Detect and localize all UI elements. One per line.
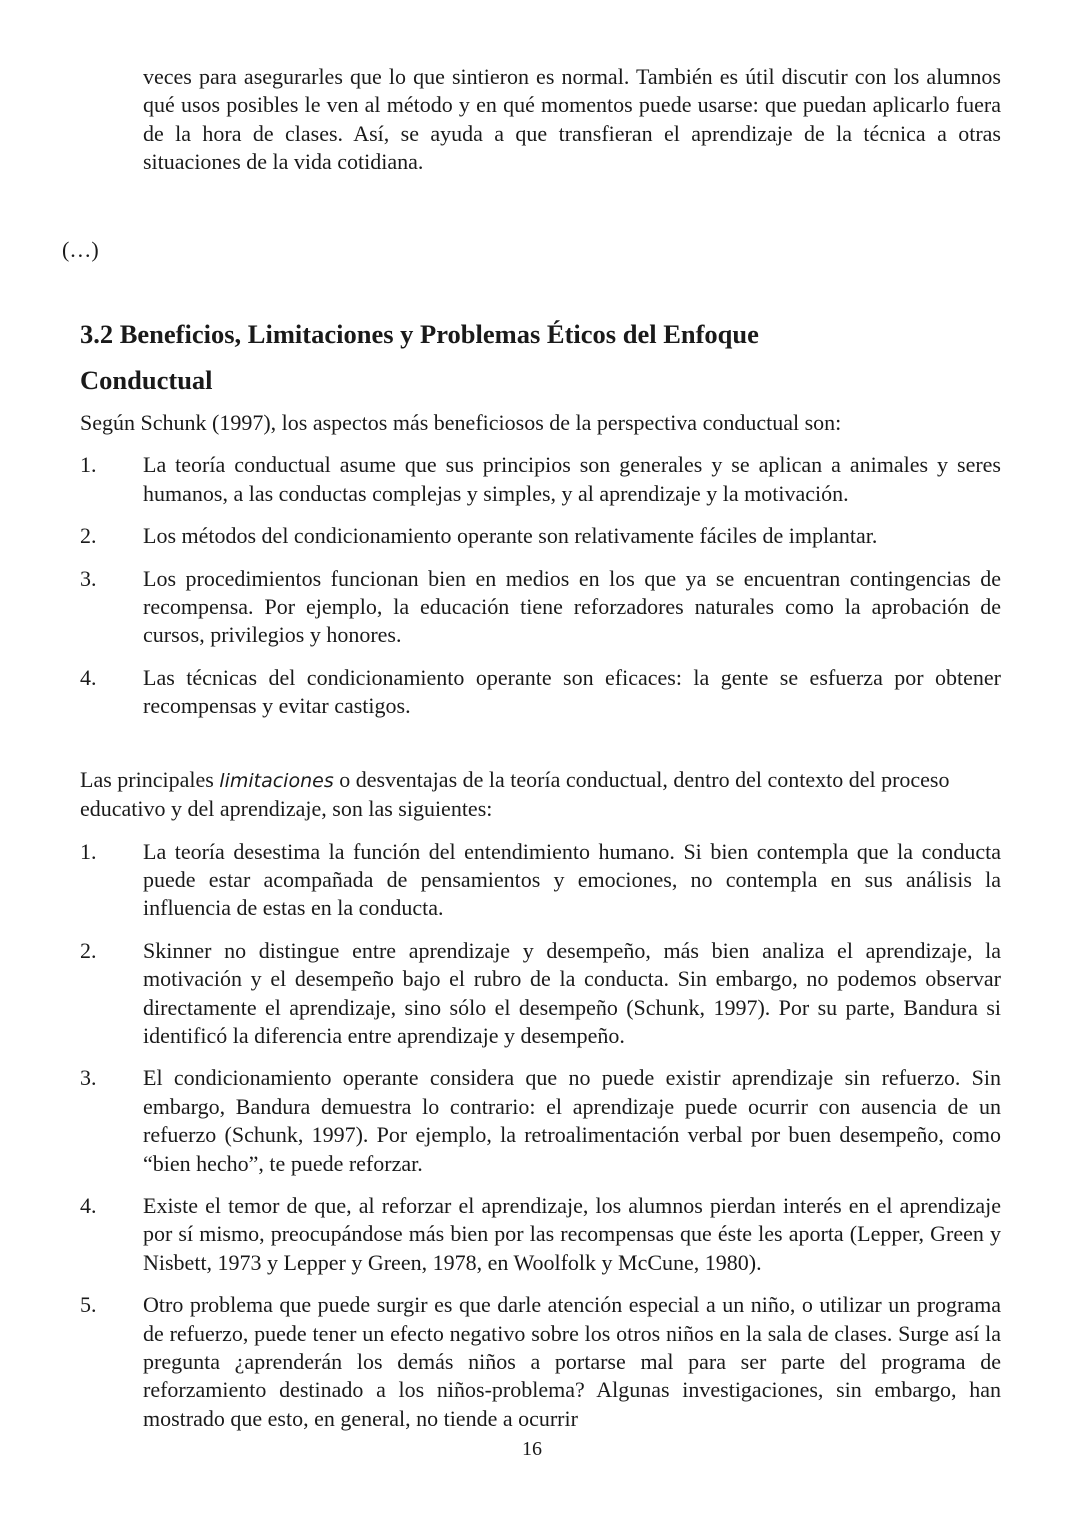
page-number: 16 bbox=[522, 1438, 542, 1461]
limitation-item bbox=[80, 1192, 1001, 1277]
limitation-item bbox=[80, 1064, 1001, 1178]
item-text: Otro problema que puede surgir es que darle atención especial a un niño, o utilizar un programa de refuerzo, puede tener un efecto negativo sobre los otros niños en la sala de clases. Surge así la pregunta ¿aprenderán los demás niños a portarse mal para ser parte del programa de reforzamiento destinado a los niños-problema? Algunas investigaciones, sin embargo, han mostrado que esto, en general, no tiende a ocurrir bbox=[143, 1292, 1001, 1431]
page-content bbox=[62, 63, 1001, 1461]
benefit-item bbox=[80, 522, 1001, 550]
item-number: 4. bbox=[80, 664, 97, 690]
limitation-item bbox=[80, 937, 1001, 1051]
item-text: El condicionamiento operante considera que no puede existir aprendizaje sin refuerzo. Sin embargo, Bandura demuestra lo contrario: el aprendizaje puede ocurrir con ausencia de un refuerzo (Schunk, 1997). Por ejemplo, la retroalimentación verbal por buen desempeño, como “bien hecho”, te puede reforzar. bbox=[143, 1065, 1001, 1176]
item-number: 2. bbox=[80, 523, 97, 549]
text: o desventajas de la teoría conductual, dentro del contexto del proceso educativo y del aprendizaje, son las siguientes: bbox=[80, 766, 950, 822]
item-number: 3. bbox=[80, 565, 97, 591]
item-text: Existe el temor de que, al reforzar el aprendizaje, los alumnos pierdan interés en el aprendizaje por sí mismo, preocupándose más bien por las recompensas que éste les aporta (Lepper, Green y Nisbett, 1973 y Lepper y Green, 1978, en Woolfolk y McCune, 1980). bbox=[143, 1192, 1001, 1275]
item-number: 1. bbox=[80, 838, 97, 864]
intro-paragraph: veces para asegurarles que lo que sintieron es normal. También es útil discutir con los alumnos qué usos posibles le ven al método y en qué momentos puede usarse: que puedan aplicarlo fuera de la hora de clases. Así, se ayuda a que transfieran el aprendizaje de la técnica a otras situaciones de la vida cotidiana. bbox=[143, 64, 1001, 175]
text: Las principales bbox=[80, 766, 220, 792]
ellipsis: (…) bbox=[62, 236, 99, 262]
emphasis: limitaciones bbox=[219, 769, 334, 792]
benefits-intro: Según Schunk (1997), los aspectos más beneficiosos de la perspectiva conductual son: bbox=[80, 410, 842, 436]
item-number: 2. bbox=[80, 937, 97, 963]
item-text: La teoría desestima la función del entendimiento humano. Si bien contempla que la conducta puede estar acompañada de pensamientos y emociones, no contempla en sus análisis la influencia de estas en la conducta. bbox=[143, 838, 1001, 921]
item-text: Los procedimientos funcionan bien en medios en los que ya se encuentran contingencias de recompensa. Por ejemplo, la educación tiene reforzadores naturales como la aprobación de cursos, privilegios y honores. bbox=[143, 565, 1001, 648]
section-heading-continued: Conductual bbox=[80, 365, 213, 396]
limitation-item bbox=[80, 838, 1001, 923]
item-text: Las técnicas del condicionamiento operante son eficaces: la gente se esfuerza por obtener recompensas y evitar castigos. bbox=[143, 664, 1001, 719]
benefit-item bbox=[80, 565, 1001, 650]
item-text: La teoría conductual asume que sus principios son generales y se aplican a animales y seres humanos, a las conductas complejas y simples, y al aprendizaje y la motivación. bbox=[143, 452, 1001, 506]
item-number: 1. bbox=[80, 452, 97, 478]
section-heading: 3.2 Beneficios, Limitaciones y Problemas Éticos del Enfoque bbox=[80, 319, 759, 350]
limitation-item bbox=[80, 1291, 1001, 1433]
limitations-intro bbox=[80, 766, 980, 824]
benefit-item bbox=[80, 664, 1001, 721]
item-number: 5. bbox=[80, 1292, 97, 1318]
item-text: Los métodos del condicionamiento operante son relativamente fáciles de implantar. bbox=[143, 523, 878, 549]
benefit-item bbox=[80, 451, 1001, 508]
item-text: Skinner no distingue entre aprendizaje y desempeño, más bien analiza el aprendizaje, la motivación y el desempeño bajo el rubro de la conducta. Sin embargo, no podemos observar directamente el aprendizaje, sino sólo el desempeño (Schunk, 1997). Por su parte, Bandura si identificó la diferencia entre aprendizaje y desempeño. bbox=[143, 937, 1001, 1048]
item-number: 3. bbox=[80, 1065, 97, 1091]
item-number: 4. bbox=[80, 1192, 97, 1218]
